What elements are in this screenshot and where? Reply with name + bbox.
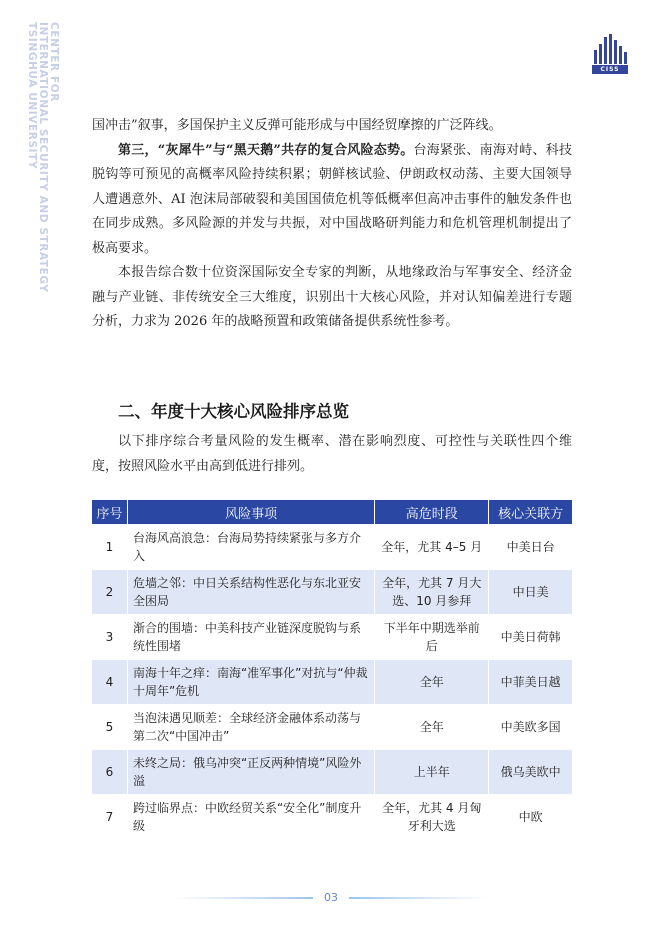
paragraph-3: 本报告综合数十位资深国际安全专家的判断，从地缘政治与军事安全、经济金融与产业链、非传统安全三大维度，识别出十大核心风险，并对认知偏差进行专题分析，力求为 2026 年的战略预置和政策储备提供系统性参考。 — [92, 265, 572, 329]
table-row — [92, 795, 573, 840]
sidebar-institution-text: CENTER FOR INTERNATIONAL SECURITY AND STRATEGY TSINGHUA UNIVERSITY — [26, 22, 60, 293]
footer-divider-right — [349, 897, 487, 899]
cell-parties: 中日美 — [489, 570, 573, 615]
table-header-row — [92, 500, 573, 525]
body-text-top — [92, 114, 572, 335]
page-footer — [0, 890, 662, 906]
cell-no: 6 — [92, 750, 128, 795]
cell-period: 全年 — [375, 660, 489, 705]
cell-no: 1 — [92, 525, 128, 570]
page-number: 03 — [324, 891, 338, 904]
paragraph-2-heading: 第三，“灰犀牛”与“黑天鹅”共存的复合风险态势。 — [118, 142, 414, 158]
cell-parties: 中美日台 — [489, 525, 573, 570]
cell-parties: 俄乌美欧中 — [489, 750, 573, 795]
cell-item: 台海风高浪急：台海局势持续紧张与多方介入 — [127, 525, 374, 570]
section-title: 二、年度十大核心风险排序总览 — [118, 402, 349, 421]
header-item: 风险事项 — [127, 500, 374, 525]
table-row — [92, 750, 573, 795]
ciss-logo — [592, 34, 628, 74]
cell-period: 全年，尤其 7 月大选、10 月参拜 — [375, 570, 489, 615]
paragraph-2-body: 台海紧张、南海对峙、科技脱钩等可预见的高概率风险持续积累；朝鲜核试验、伊朗政权动荡、主要大国领导人遭遇意外、AI 泡沫局部破裂和美国国债危机等低概率但高冲击事件的触发条件也在同步成熟。多风险源的并发与共振，对中国战略研判能力和危机管理机制提出了极高要求。 — [92, 142, 572, 256]
cell-period: 下半年中期选举前后 — [375, 615, 489, 660]
cell-parties: 中菲美日越 — [489, 660, 573, 705]
cell-item: 渐合的围墙：中美科技产业链深度脱钩与系统性围堵 — [127, 615, 374, 660]
table-row — [92, 525, 573, 570]
cell-period: 上半年 — [375, 750, 489, 795]
cell-item: 南海十年之痒：南海“准军事化”对抗与“仲裁十周年”危机 — [127, 660, 374, 705]
cell-no: 7 — [92, 795, 128, 840]
paragraph-1: 国冲击”叙事，多国保护主义反弹可能形成与中国经贸摩擦的广泛阵线。 — [92, 118, 502, 133]
paragraph-2 — [92, 139, 572, 262]
cell-item: 危墙之邻：中日关系结构性恶化与东北亚安全困局 — [127, 570, 374, 615]
cell-parties: 中美欧多国 — [489, 705, 573, 750]
cell-period: 全年，尤其 4 月匈牙利大选 — [375, 795, 489, 840]
body-text-intro — [92, 430, 572, 479]
footer-divider-left — [175, 897, 313, 899]
cell-item: 未终之局：俄乌冲突“正反两种情境”风险外溢 — [127, 750, 374, 795]
cell-period: 全年 — [375, 705, 489, 750]
cell-parties: 中美日荷韩 — [489, 615, 573, 660]
header-no: 序号 — [92, 500, 128, 525]
cell-no: 5 — [92, 705, 128, 750]
header-period: 高危时段 — [375, 500, 489, 525]
table-row — [92, 705, 573, 750]
logo-label: CISS — [592, 65, 628, 74]
cell-item: 当泡沫遇见顺差：全球经济金融体系动荡与第二次“中国冲击” — [127, 705, 374, 750]
cell-no: 4 — [92, 660, 128, 705]
cell-no: 3 — [92, 615, 128, 660]
table-row — [92, 660, 573, 705]
paragraph-4: 以下排序综合考量风险的发生概率、潜在影响烈度、可控性与关联性四个维度，按照风险水平由高到低进行排列。 — [92, 434, 572, 474]
cell-parties: 中欧 — [489, 795, 573, 840]
cell-item: 跨过临界点：中欧经贸关系“安全化”制度升级 — [127, 795, 374, 840]
table-row — [92, 570, 573, 615]
table-row — [92, 615, 573, 660]
header-parties: 核心关联方 — [489, 500, 573, 525]
cell-no: 2 — [92, 570, 128, 615]
cell-period: 全年，尤其 4–5 月 — [375, 525, 489, 570]
risk-ranking-table — [91, 499, 573, 840]
